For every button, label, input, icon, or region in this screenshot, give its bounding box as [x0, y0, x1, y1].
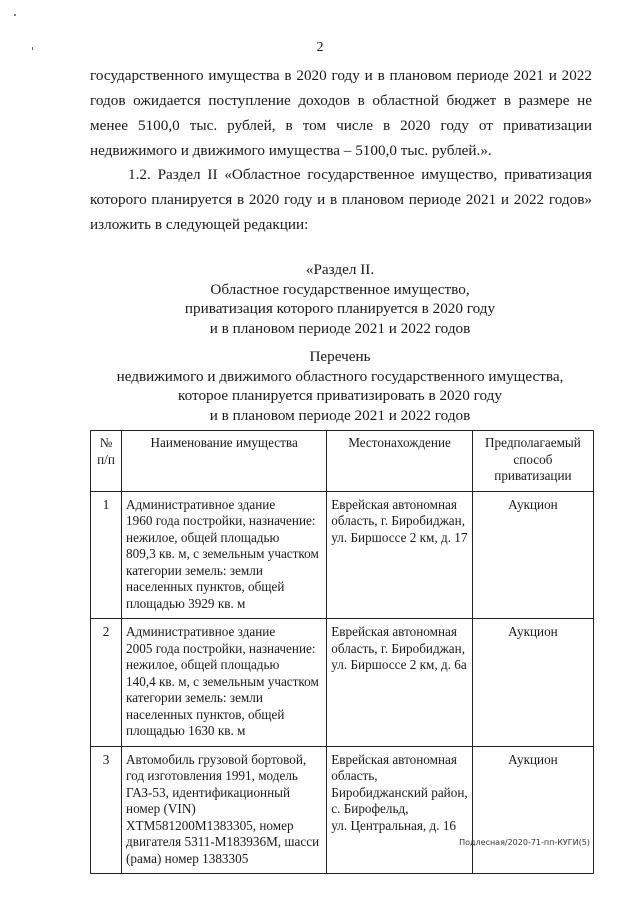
list-heading	[60, 347, 620, 425]
cell-location: Еврейская автономная область, г. Биробиджан, ул. Биршоссе 2 км, д. 17	[327, 491, 473, 619]
section-heading-line: и в плановом периоде 2021 и 2022 годов	[209, 319, 471, 337]
table-row	[91, 746, 594, 874]
paragraph-amendment: 1.2. Раздел II «Областное государственное имущество, приватизация которого планируется в 2020 году и в плановом периоде 2021 и 2022 годов» изложить в следующей редакции:	[90, 166, 592, 233]
page-number: 2	[316, 40, 324, 55]
cell-property-name: Административное здание 2005 года постройки, назначение: нежилое, общей площадью 140,4 кв. м, с земельным участком категории земель: земли населенных пунктов, общей площадью 1630 кв. м	[122, 619, 327, 747]
list-heading-line: недвижимого и движимого областного государственного имущества,	[116, 367, 564, 385]
cell-location: Еврейская автономная область, Биробиджанский район, с. Бирофельд, ул. Центральная, д. 16	[327, 746, 473, 874]
cell-location: Еврейская автономная область, г. Биробиджан, ул. Биршоссе 2 км, д. 6а	[327, 619, 473, 747]
header-location: Местонахождение	[327, 431, 473, 492]
cell-number: 1	[91, 491, 122, 619]
cell-property-name: Административное здание 1960 года постройки, назначение: нежилое, общей площадью 809,3 кв. м, с земельным участком категории земель: земли населенных пунктов, общей площадью 3929 кв. м	[122, 491, 327, 619]
cell-number: 3	[91, 746, 122, 874]
cell-privatization-method: Аукцион	[472, 491, 593, 619]
property-table	[90, 430, 594, 874]
list-heading-line: которое планируется приватизировать в 2020 году	[178, 387, 502, 404]
section-heading-line: приватизация которого планируется в 2020 году	[184, 300, 496, 317]
header-method: Предполагаемый способ приватизации	[472, 431, 593, 492]
cell-property-name: Автомобиль грузовой бортовой, год изготовления 1991, модель ГАЗ-53, идентификационный номер (VIN) XTM581200M1383305, номер двигателя 5311-M183936M, шасси (рама) номер 1383305	[122, 746, 327, 874]
header-number: № п/п	[91, 431, 122, 492]
table-row	[91, 619, 594, 747]
section-heading-line: «Раздел II.	[305, 261, 375, 278]
header-name: Наименование имущества	[122, 431, 327, 492]
cell-number: 2	[91, 619, 122, 747]
cell-privatization-method: Аукцион	[472, 619, 593, 747]
list-heading-line: и в плановом периоде 2021 и 2022 годов	[209, 406, 471, 424]
table-row	[91, 491, 594, 619]
section-heading-line: Областное государственное имущество,	[210, 280, 470, 298]
paragraph-continuation: государственного имущества в 2020 году и в плановом периоде 2021 и 2022 годов ожидается поступление доходов в областной бюджет в размере не менее 5100,0 тыс. рублей, в том числе в 2020 году от приватизации недвижимого и движимого имущества – 5100,0 тыс. рублей.».	[90, 67, 592, 159]
list-heading-line: Перечень	[309, 348, 371, 365]
cell-privatization-method: Аукцион	[472, 746, 593, 874]
section-heading	[60, 260, 620, 338]
scan-speck	[14, 14, 16, 16]
table-header-row	[91, 431, 594, 492]
footer-code: Подлесная/2020-71-пп-КУГИ(5)	[459, 838, 590, 847]
